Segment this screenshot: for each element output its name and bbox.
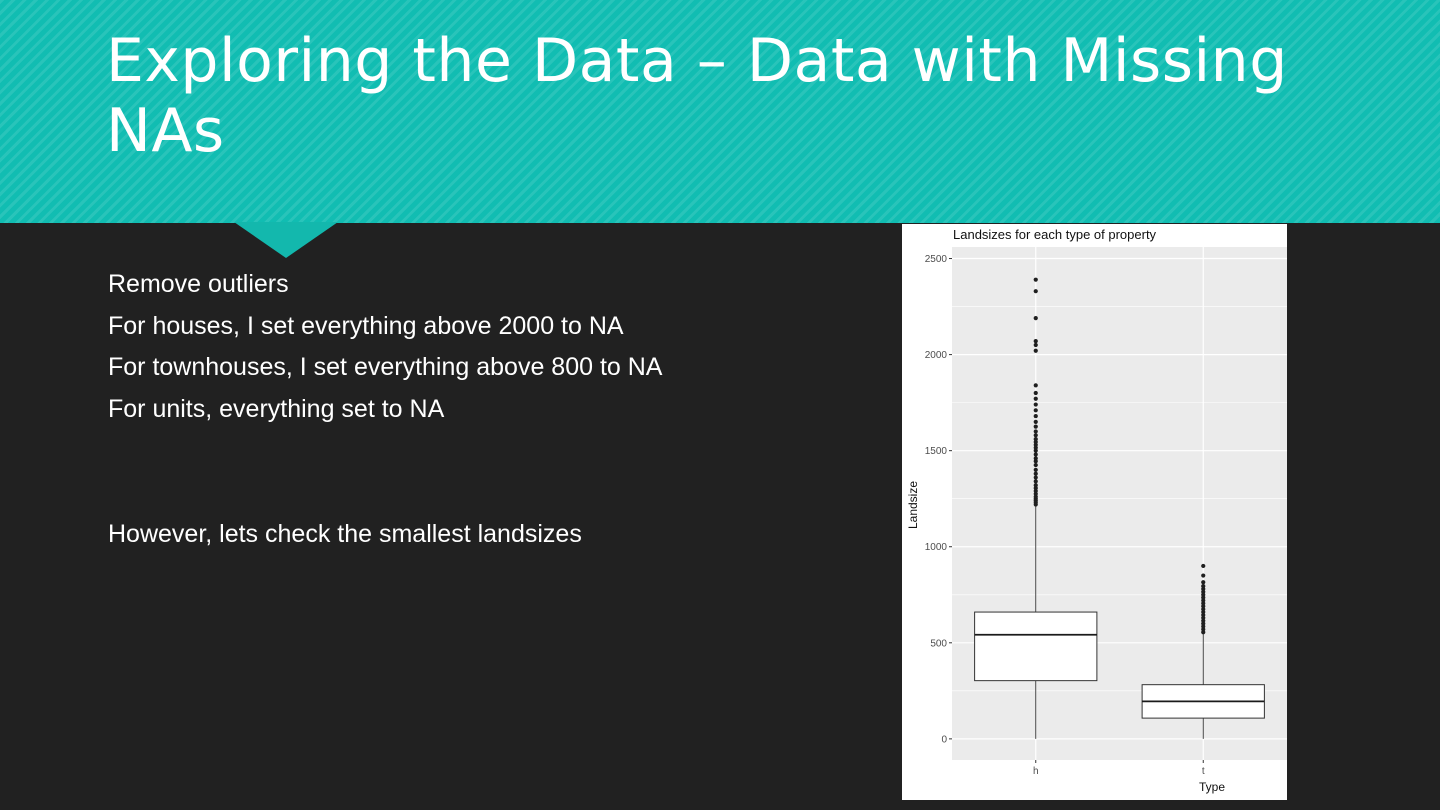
outlier-point xyxy=(1034,402,1038,406)
y-axis xyxy=(925,254,952,745)
bullet-item: For townhouses, I set everything above 800 to NA xyxy=(108,353,663,381)
outlier-point xyxy=(1034,339,1038,343)
outlier-point xyxy=(1034,425,1038,429)
note-text: However, lets check the smallest landsizes xyxy=(108,520,582,548)
outlier-point xyxy=(1034,463,1038,467)
outlier-point xyxy=(1034,391,1038,395)
x-axis xyxy=(1033,760,1205,777)
slide-title: Exploring the Data – Data with Missing NAs xyxy=(106,26,1288,166)
bullet-list xyxy=(108,264,662,430)
outlier-point xyxy=(1034,316,1038,320)
boxplot-chart xyxy=(902,224,1287,800)
chart-svg xyxy=(902,224,1287,800)
outlier-point xyxy=(1201,584,1205,588)
x-axis-title: Type xyxy=(1198,780,1226,794)
outlier-point xyxy=(1034,472,1038,476)
y-tick-label: 1000 xyxy=(924,542,947,554)
y-axis-title: Landsize xyxy=(906,480,920,530)
outlier-point xyxy=(1034,408,1038,412)
banner-notch xyxy=(234,222,338,258)
y-tick-label: 0 xyxy=(941,734,947,746)
outlier-point xyxy=(1034,278,1038,282)
y-tick-label: 1500 xyxy=(924,446,947,458)
outlier-point xyxy=(1034,383,1038,387)
outlier-point xyxy=(1034,483,1038,487)
iqr-box xyxy=(975,612,1097,681)
outlier-point xyxy=(1034,420,1038,424)
y-tick-label: 2500 xyxy=(924,254,947,266)
outlier-point xyxy=(1034,429,1038,433)
y-tick-label: 2000 xyxy=(924,350,947,362)
outlier-point xyxy=(1201,573,1205,577)
bullet-item: For houses, I set everything above 2000 to NA xyxy=(108,311,624,340)
bullet-item: For units, everything set to NA xyxy=(108,394,445,423)
x-tick-label: h xyxy=(1032,766,1039,777)
outlier-point xyxy=(1034,475,1038,479)
outlier-point xyxy=(1034,343,1038,347)
outlier-point xyxy=(1034,414,1038,418)
outlier-point xyxy=(1034,349,1038,353)
outlier-point xyxy=(1034,433,1038,437)
plot-panel xyxy=(952,247,1287,760)
outlier-point xyxy=(1034,456,1038,460)
bullet-item: Remove outliers xyxy=(108,270,289,298)
chart-title: Landsizes for each type of property xyxy=(953,227,1157,242)
title-banner xyxy=(0,0,1440,223)
outlier-point xyxy=(1201,580,1205,584)
outlier-point xyxy=(1034,468,1038,472)
outlier-point xyxy=(1034,452,1038,456)
outlier-point xyxy=(1034,397,1038,401)
outlier-point xyxy=(1034,437,1038,441)
outlier-point xyxy=(1034,289,1038,293)
x-tick-label: t xyxy=(1201,766,1205,777)
outlier-point xyxy=(1201,564,1205,568)
outlier-point xyxy=(1034,479,1038,483)
y-tick-label: 500 xyxy=(930,638,947,650)
